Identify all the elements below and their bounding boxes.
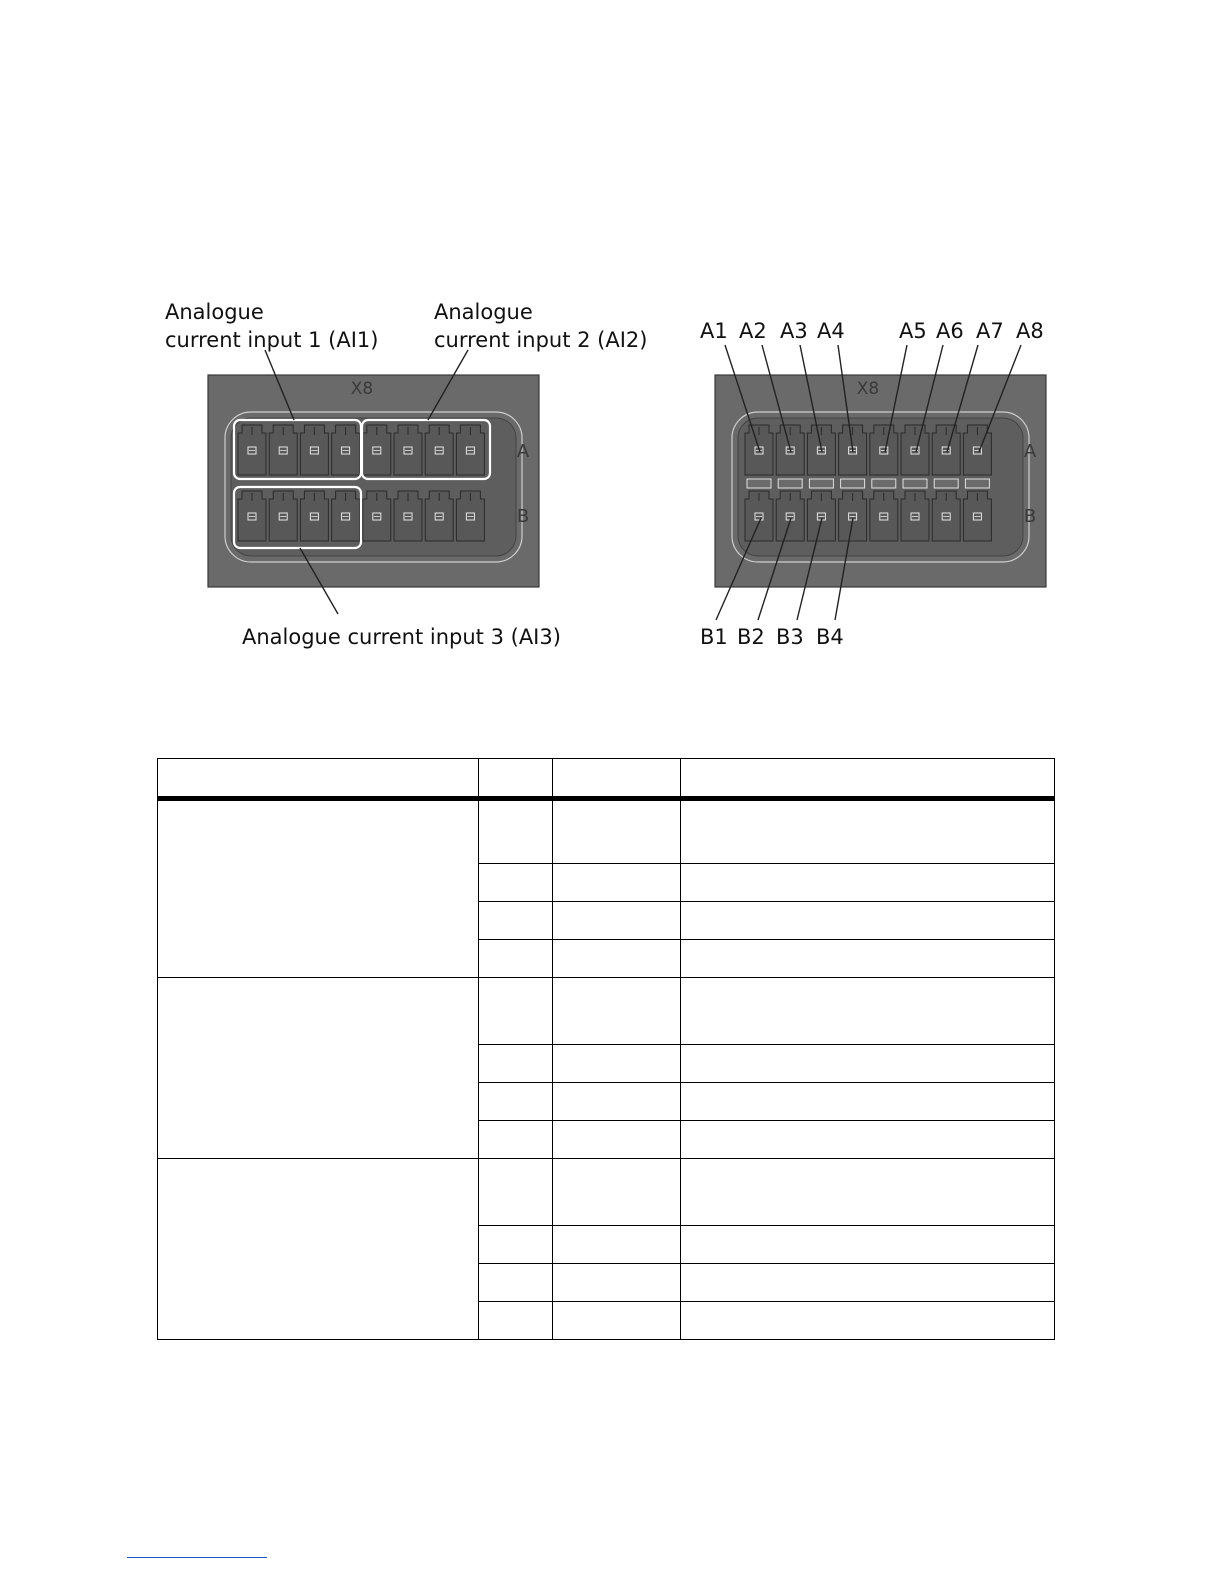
table-cell (553, 1302, 681, 1340)
table-cell (681, 864, 1055, 902)
row-divider (778, 479, 802, 488)
terminal-a (300, 425, 328, 475)
pin-label-a1: A1 (700, 319, 728, 343)
table-cell (479, 864, 553, 902)
table-cell (553, 799, 681, 864)
table-cell (479, 940, 553, 978)
table-header-cell (479, 759, 553, 799)
terminal-b (363, 491, 391, 541)
row-divider (872, 479, 896, 488)
pin-label-a3: A3 (780, 319, 808, 343)
table-cell (553, 1083, 681, 1121)
row-divider (809, 479, 833, 488)
terminal-b (745, 491, 773, 541)
table-cell (479, 1159, 553, 1226)
table-cell (681, 1302, 1055, 1340)
table-header-cell (158, 759, 479, 799)
table-group-cell (158, 978, 479, 1159)
table-cell (553, 902, 681, 940)
row-divider (934, 479, 958, 488)
row-b-label-left: B (516, 506, 530, 527)
table-cell (479, 1045, 553, 1083)
footer-link-rule (127, 1557, 267, 1558)
row-divider (903, 479, 927, 488)
pin-label-a7: A7 (976, 319, 1004, 343)
terminal-b (425, 491, 453, 541)
connector-name-right: X8 (856, 379, 880, 399)
terminal-b (456, 491, 484, 541)
table-cell (553, 1121, 681, 1159)
terminal-b (839, 491, 867, 541)
table-cell (553, 978, 681, 1045)
pin-label-b1: B1 (700, 625, 728, 649)
table-cell (681, 1083, 1055, 1121)
pin-label-b2: B2 (737, 625, 765, 649)
row-b-label-right: B (1023, 506, 1037, 527)
terminal-a (332, 425, 360, 475)
table-cell (553, 1045, 681, 1083)
pin-label-a5: A5 (899, 319, 927, 343)
terminal-b (332, 491, 360, 541)
pin-label-a2: A2 (739, 319, 767, 343)
table-cell (479, 978, 553, 1045)
connector-name-left: X8 (350, 379, 374, 399)
pin-label-a4: A4 (817, 319, 845, 343)
table-cell (681, 1045, 1055, 1083)
terminal-b (932, 491, 960, 541)
pin-label-a6: A6 (936, 319, 964, 343)
table-cell (553, 1226, 681, 1264)
table-cell (479, 1264, 553, 1302)
terminal-b (870, 491, 898, 541)
table-cell (479, 1121, 553, 1159)
callout-ai2-line2: current input 2 (AI2) (434, 328, 648, 352)
terminal-b (807, 491, 835, 541)
table-cell (681, 902, 1055, 940)
table-cell (681, 1159, 1055, 1226)
callout-ai3: Analogue current input 3 (AI3) (242, 625, 561, 649)
table-cell (553, 864, 681, 902)
callout-ai1 (165, 298, 378, 354)
table-cell (553, 1159, 681, 1226)
table-cell (479, 1302, 553, 1340)
table-header-cell (681, 759, 1055, 799)
terminal-a (870, 425, 898, 475)
table-cell (681, 1121, 1055, 1159)
terminal-a (456, 425, 484, 475)
terminal-b (300, 491, 328, 541)
table-cell (681, 978, 1055, 1045)
table-cell (681, 799, 1055, 864)
table-cell (681, 1226, 1055, 1264)
table-cell (553, 1264, 681, 1302)
terminal-a (901, 425, 929, 475)
table-row (158, 978, 1055, 1045)
row-divider (841, 479, 865, 488)
terminal-a (269, 425, 297, 475)
terminal-a (363, 425, 391, 475)
pin-label-b4: B4 (816, 625, 844, 649)
table-group-cell (158, 799, 479, 978)
table-cell (681, 940, 1055, 978)
pin-label-a8: A8 (1016, 319, 1044, 343)
table-header-cell (553, 759, 681, 799)
row-a-label-right: A (1023, 441, 1037, 462)
row-a-label-left: A (516, 441, 530, 462)
terminal-a (238, 425, 266, 475)
terminal-b (901, 491, 929, 541)
table-group-cell (158, 1159, 479, 1340)
terminal-b (963, 491, 991, 541)
terminal-a (932, 425, 960, 475)
terminal-a (425, 425, 453, 475)
table-cell (479, 1083, 553, 1121)
callout-ai2 (434, 298, 647, 354)
row-divider (747, 479, 771, 488)
callout-ai2-line1: Analogue (434, 300, 533, 324)
table-cell (681, 1264, 1055, 1302)
terminal-a (394, 425, 422, 475)
row-divider (965, 479, 989, 488)
terminal-b (776, 491, 804, 541)
table-cell (479, 902, 553, 940)
terminal-b (269, 491, 297, 541)
terminal-b (238, 491, 266, 541)
callout-ai1-line1: Analogue (165, 300, 264, 324)
table-row (158, 799, 1055, 864)
table-cell (479, 799, 553, 864)
pin-assignment-table (157, 758, 1055, 1340)
callout-ai1-line2: current input 1 (AI1) (165, 328, 379, 352)
table-row (158, 1159, 1055, 1226)
table-header-row (158, 759, 1055, 799)
pin-label-b3: B3 (776, 625, 804, 649)
terminal-b (394, 491, 422, 541)
table-cell (479, 1226, 553, 1264)
table-cell (553, 940, 681, 978)
